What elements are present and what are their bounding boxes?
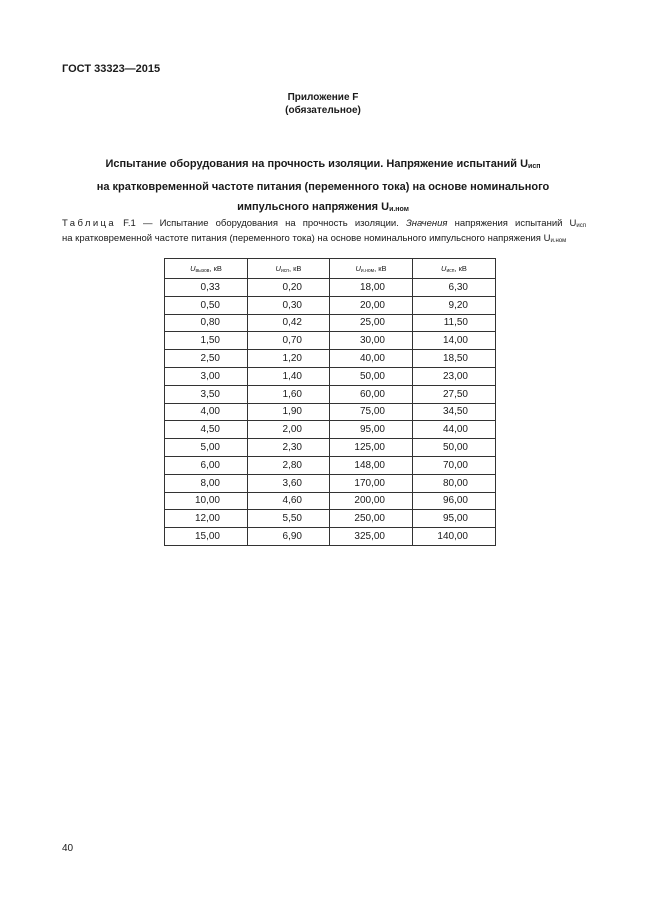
table-row <box>165 296 496 314</box>
table-cell: 325,00 <box>330 528 413 546</box>
table-row <box>165 367 496 385</box>
table-cell: 1,20 <box>248 350 330 368</box>
column-header-4 <box>413 259 496 279</box>
heading-line-3-text: импульсного напряжения U <box>237 201 390 213</box>
table-cell: 3,60 <box>248 474 330 492</box>
table-cell: 1,50 <box>165 332 248 350</box>
table-cell: 0,20 <box>248 279 330 297</box>
column-header-2 <box>248 259 330 279</box>
caption-part-1: — Испытание оборудования на прочность изоляции. <box>142 218 399 229</box>
table-cell: 95,00 <box>330 421 413 439</box>
table-cell: 0,50 <box>165 296 248 314</box>
column-header-unit: , кВ <box>374 263 387 273</box>
caption-line-2 <box>62 233 566 244</box>
table-cell: 2,30 <box>248 439 330 457</box>
table-cell: 34,50 <box>413 403 496 421</box>
table-row <box>165 456 496 474</box>
table-cell: 250,00 <box>330 510 413 528</box>
table-cell: 2,50 <box>165 350 248 368</box>
caption-table-number: F.1 <box>123 218 136 229</box>
caption-table-word: Таблица <box>62 218 117 229</box>
table-row <box>165 492 496 510</box>
voltage-table <box>164 258 496 546</box>
table-cell: 0,70 <box>248 332 330 350</box>
table-cell: 8,00 <box>165 474 248 492</box>
table-cell: 27,50 <box>413 385 496 403</box>
table-cell: 2,80 <box>248 456 330 474</box>
table-caption <box>62 218 586 247</box>
table-cell: 11,50 <box>413 314 496 332</box>
table-row <box>165 474 496 492</box>
caption-line-2-text: на кратковременной частоте питания (переменного тока) на основе номинального импульсного напряжения U <box>62 232 551 244</box>
table-cell: 1,60 <box>248 385 330 403</box>
table-cell: 96,00 <box>413 492 496 510</box>
table-header-row <box>165 259 496 279</box>
table-cell: 6,00 <box>165 456 248 474</box>
table-row <box>165 279 496 297</box>
column-header-symbol: U <box>355 263 361 273</box>
table-cell: 200,00 <box>330 492 413 510</box>
caption-line-1 <box>62 218 586 233</box>
appendix-title: Приложение F <box>287 92 359 103</box>
column-header-subscript: исп <box>280 267 289 274</box>
table-cell: 40,00 <box>330 350 413 368</box>
table-cell: 6,30 <box>413 279 496 297</box>
table-cell: 70,00 <box>413 456 496 474</box>
table-cell: 140,00 <box>413 528 496 546</box>
table-cell: 5,00 <box>165 439 248 457</box>
table-cell: 80,00 <box>413 474 496 492</box>
table-cell: 1,40 <box>248 367 330 385</box>
table-row <box>165 385 496 403</box>
appendix-subtitle: (обязательное) <box>285 105 361 116</box>
table-cell: 170,00 <box>330 474 413 492</box>
table-cell: 3,50 <box>165 385 248 403</box>
table-cell: 5,50 <box>248 510 330 528</box>
table-cell: 12,00 <box>165 510 248 528</box>
column-header-symbol: U <box>275 263 281 273</box>
table-row <box>165 350 496 368</box>
table-cell: 148,00 <box>330 456 413 474</box>
column-header-unit: , кВ <box>454 263 467 273</box>
table-row <box>165 314 496 332</box>
heading-line-3-subscript: и.ном <box>389 206 409 213</box>
heading-line-1-text: Испытание оборудования на прочность изоляции. Напряжение испытаний U <box>105 158 529 170</box>
table-cell: 0,80 <box>165 314 248 332</box>
column-header-symbol: U <box>441 263 447 273</box>
caption-part-2: напряжения испытаний U <box>454 218 577 229</box>
column-header-3 <box>330 259 413 279</box>
table-cell: 4,00 <box>165 403 248 421</box>
table-row <box>165 439 496 457</box>
caption-subscript-1: исп <box>576 223 587 229</box>
table-cell: 10,00 <box>165 492 248 510</box>
table-cell: 15,00 <box>165 528 248 546</box>
table-cell: 25,00 <box>330 314 413 332</box>
table-cell: 60,00 <box>330 385 413 403</box>
table-cell: 0,33 <box>165 279 248 297</box>
table-cell: 4,50 <box>165 421 248 439</box>
table-cell: 44,00 <box>413 421 496 439</box>
appendix-block <box>0 91 646 117</box>
table-cell: 0,42 <box>248 314 330 332</box>
table-row <box>165 403 496 421</box>
table-cell: 9,20 <box>413 296 496 314</box>
heading-line-1 <box>80 154 566 177</box>
heading-line-2: на кратковременной частоте питания (переменного тока) на основе номинального <box>96 181 550 193</box>
table-cell: 6,90 <box>248 528 330 546</box>
column-header-symbol: U <box>190 263 196 273</box>
table-cell: 75,00 <box>330 403 413 421</box>
table-row <box>165 421 496 439</box>
table-header <box>165 259 496 279</box>
table-cell: 18,00 <box>330 279 413 297</box>
table-cell: 23,00 <box>413 367 496 385</box>
column-header-unit: , кВ <box>288 263 302 273</box>
document-code: ГОСТ 33323—2015 <box>62 63 161 75</box>
table-row <box>165 332 496 350</box>
heading-line-1-subscript: исп <box>528 163 541 170</box>
table-cell: 30,00 <box>330 332 413 350</box>
table-row <box>165 528 496 546</box>
column-header-subscript: и.ном <box>360 267 375 274</box>
table-body <box>165 279 496 546</box>
table-cell: 50,00 <box>330 367 413 385</box>
table-cell: 20,00 <box>330 296 413 314</box>
column-header-1 <box>165 259 248 279</box>
column-header-subscript: исп <box>446 267 455 274</box>
table-cell: 0,30 <box>248 296 330 314</box>
table-cell: 18,50 <box>413 350 496 368</box>
page-number: 40 <box>62 843 74 854</box>
table-cell: 4,60 <box>248 492 330 510</box>
table-cell: 1,90 <box>248 403 330 421</box>
table-cell: 50,00 <box>413 439 496 457</box>
caption-subscript-2: и.ном <box>550 237 567 244</box>
table-cell: 125,00 <box>330 439 413 457</box>
column-header-subscript: вызов <box>195 267 210 274</box>
section-heading <box>80 154 566 220</box>
table-cell: 95,00 <box>413 510 496 528</box>
column-header-unit: , кВ <box>209 263 222 273</box>
table-cell: 2,00 <box>248 421 330 439</box>
heading-line-3 <box>80 197 566 220</box>
table-row <box>165 510 496 528</box>
caption-italic-word: Значения <box>405 218 448 229</box>
table-cell: 3,00 <box>165 367 248 385</box>
table-cell: 14,00 <box>413 332 496 350</box>
